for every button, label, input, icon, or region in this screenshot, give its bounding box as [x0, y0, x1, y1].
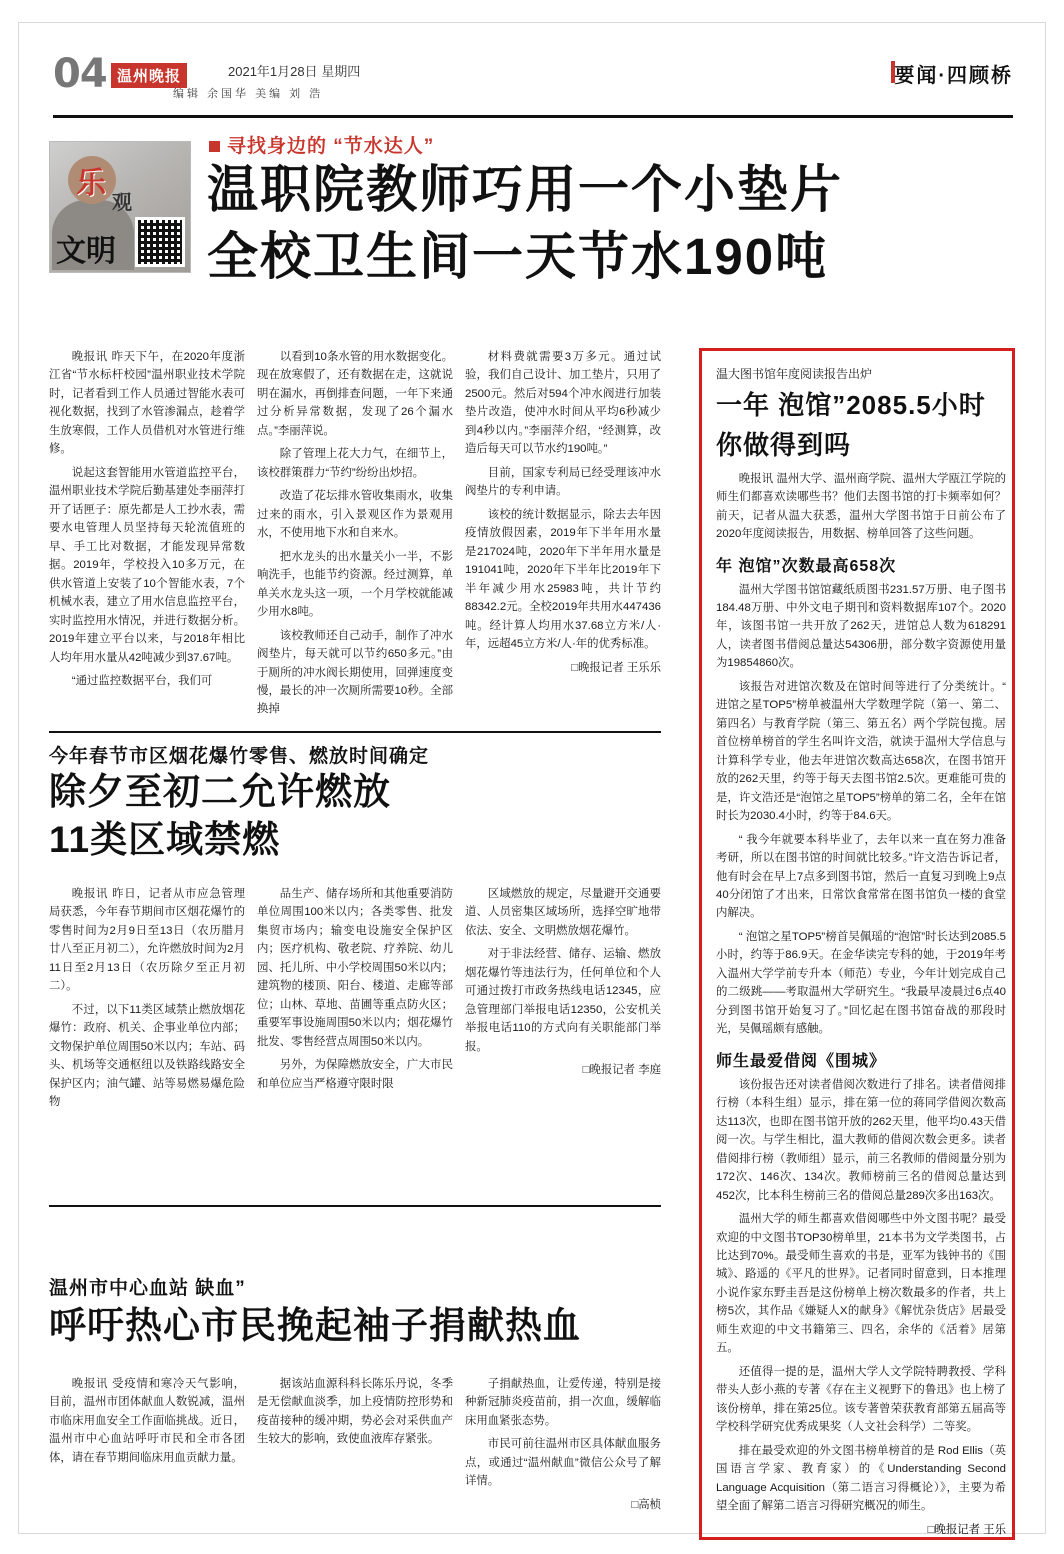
highlight-subhead-2: 师生最爱借阅《围城》	[716, 1052, 887, 1070]
masthead	[53, 51, 1013, 111]
lead-column-2: 以看到10条水管的用水数据变化。现在放寒假了，还有数据在走，这就说明在漏水，再倒排查问题，一年下来通过分析异常数据，发现了26个漏水点。”李丽萍说。 除了管理上花大力气，在细节上，该校群策群力“节约”纷纷出炒招。 改造了花坛排水管收集雨水，收集过来的雨水，引入景观区作为景观用水，不使用地下水和自来水。 把水龙头的出水量关小一半，不影响洗手，也能节约资源。经过测算，单单关水龙头这一项，一个月学校就能减少用水8吨。 该校教师还自己动手，制作了冲水阀垫片，每天就可以节约650多元。”由于厕所的冲水阀长期使用，回弹速度变慢，最长的冲一次厕所需要10秒。全部换掉	[257, 351, 453, 716]
story2-kicker: 今年春节市区烟花爆竹零售、燃放时间确定	[49, 746, 430, 767]
story3-divider	[49, 1205, 661, 1207]
story2-column-3: 区域燃放的规定，尽量避开交通要道、人员密集区域场所，选择空旷地带依法、安全、文明燃放烟花爆竹。 对于非法经营、储存、运输、燃放烟花爆竹等违法行为，任何单位和个人可通过拨打市政务热线电话12345，应急管理部门举报电话12350，公安机关举报电话110的方式向有关职能部门举报。 □晚报记者 李庭	[465, 888, 661, 1077]
highlighted-article	[716, 365, 1006, 1537]
masthead-divider	[53, 115, 1013, 118]
story2-column-1: 晚报讯 昨日，记者从市应急管理局获悉，今年春节期间市区烟花爆竹的零售时间为2月9日至13日（农历腊月廿八至正月初二），允许燃放时间为2月11日至2月13日（农历除夕至正月初二）。 不过，以下11类区域禁止燃放烟花爆竹：政府、机关、企事业单位内部；文物保护单位周围50米以内；车站、码头、机场等交通枢纽以及铁路线路安全保护区内；油气罐、站等易燃易爆危险物	[49, 888, 245, 1109]
story2-divider	[49, 731, 661, 733]
story3-kicker: 温州市中心血站 缺血”	[49, 1278, 246, 1299]
story2-headline-line1: 除夕至初二允许燃放	[49, 771, 391, 812]
issue-date: 2021年1月28日 星期四	[228, 64, 361, 79]
highlight-subhead-1: 年 泡馆”次数最高658次	[716, 557, 897, 575]
lead-headline-line1: 温职院教师巧用一个小垫片	[207, 161, 844, 218]
paper-logo: 温州晚报	[111, 63, 187, 88]
column-logo-badge	[49, 141, 191, 273]
lead-column-1: 晚报讯 昨天下午，在2020年度浙江省“节水标杆校园”温州职业技术学院时，记者看到工作人员通过智能水表可视化数据，找到了水管渗漏点，趁着学生放寒假，工作人员借机对水管进行维修。 说起这套智能用水管道监控平台，温州职业技术学院后勤基建处李丽萍打开了话匣子：原先都是人工抄水表，需要水电管理人员坚持每天轮流值班的早、手工比对数据，才能发现异常数据。2019年，学校投入10多万元，在供水管道上安装了10个智能水表，7个机械水表，建立了用水信息监控平台，实时监控用水情况，并进行数据分析。2019年建立平台以来，与2018年相比人均年用水量从42吨减少到37.67吨。 “通过监控数据平台，我们可	[49, 351, 245, 687]
lead-kicker-text: 寻找身边的 “节水达人”	[227, 136, 435, 157]
highlight-lead: 温大图书馆年度阅读报告出炉	[716, 367, 873, 381]
section-title: 要闻·四顾桥	[894, 65, 1013, 87]
lead-headline-line2: 全校卫生间一天节水190吨	[207, 228, 829, 285]
highlight-body-2: 该份报告还对读者借阅次数进行了排名。读者借阅排行榜（本科生组）显示，排在第一位的蒋同学借阅次数高达113次，也即在图书馆开放的262天里，他平均0.43天借阅一次。与学生相比，温大教师的借阅次数会更多。读者借阅排行榜（教师组）显示，前三名教师的借阅量分别为172次、146次、134次。教师榜前三名的借阅总量达到452次，比本科生榜前三名的借阅总量289次多出163次。 温州大学的师生都喜欢借阅哪些中外文图书呢？最受欢迎的中文图书TOP30榜单里，21本书为文学类图书，占比达到70%。最受师生喜欢的书是，亚军为钱钟书的《围城》、路遥的《平凡的世界》。记者同时留意到，日本推理小说作家东野圭吾是这份榜单上榜次数最多的作者，共上榜5次，其作品《嫌疑人X的献身》《解忧杂货店》居最受师生欢迎的中文书籍第三、四名，余华的《活着》居第五。 还值得一提的是，温州大学人文学院特聘教授、学科带头人彭小燕的专著《存在主义视野下的鲁迅》也上榜了该份榜单，排在第25位。该专著曾荣获教育部第五届高等学校科学研究优秀成果奖（人文社会科学）二等奖。 排在最受欢迎的外文图书榜单榜首的是 Rod Ellis（英国语言学家、教育家）的《Understanding Second Language Acquisition（第二语言习得概论）》，主要为希望全面了解第二语言习得研究概况的师生。	[716, 1078, 1006, 1513]
lead-kicker	[209, 131, 434, 158]
story2-column-2: 品生产、储存场所和其他重要消防单位周围100米以内；各类零售、批发集贸市场内；输变电设施安全保护区内；医疗机构、敬老院、疗养院、幼儿园、托儿所、中小学校周围50米以内；建筑物的楼顶、阳台、楼道、走廊等部位；山林、草地、苗圃等重点防火区；重要军事设施周围50米以内；烟花爆竹批发、零售经营点周围50米以内。 另外，为保障燃放安全，广大市民和单位应当严格遵守限时限	[257, 888, 453, 1090]
story3-headline: 呼吁热心市民挽起袖子捐献热血	[49, 1305, 581, 1346]
lead-column-3: 材料费就需要3万多元。通过试验，我们自己设计、加工垫片，只用了2500元。然后对594个冲水阀进行加装垫片改造，使冲水时间从平均6秒减少到4秒以内。”李丽萍介绍，“经测算，改造后每天可以节水约190吨。” 目前，国家专利局已经受理该冲水阀垫片的专利申请。 该校的统计数据显示，除去去年因疫情放假因素，2019年下半年用水量是217024吨，2020年下半年用水量是191041吨，2020年下半年比2019年下半年减少用水25983吨，共计节约88342.2元。全校2019年共用水447436吨。经计算人均用水37.68立方米/人·年，远超45立方米/人·年的优秀标准。 □晚报记者 王乐乐	[465, 351, 661, 674]
highlighted-article-box	[699, 348, 1015, 1540]
story2-headline-line2: 11类区域禁燃	[49, 819, 281, 860]
badge-text-guan: 观	[112, 192, 132, 214]
story3-column-3: 子捐献热血，让爱传递，特别是接种新冠肺炎疫苗前，捐一次血，缓解临床用血紧张态势。 市民可前往温州市区具体献血服务点，或通过“温州献血”微信公众号了解详情。 □高桢	[465, 1378, 661, 1511]
qr-code-icon	[135, 217, 185, 267]
story3-column-1: 晚报讯 受疫情和寒冷天气影响，目前，温州市团体献血人数锐减，温州市临床用血安全工作面临挑战。近日，温州市中心血站呼吁市民和全市各团体，请在春节期间临床用血贡献力量。	[49, 1378, 245, 1464]
highlight-intro: 晚报讯 温州大学、温州商学院、温州大学瓯江学院的师生们都喜欢读哪些书？他们去图书馆的打卡频率如何？前天，记者从温大获悉，温州大学图书馆于日前公布了2020年度阅读报告，用数据、榜单回答了这些问题。	[716, 472, 1006, 541]
editors-line: 编辑 余国华 美编 刘 浩	[173, 88, 324, 100]
badge-text-le: 乐	[76, 167, 106, 200]
page-number: 04	[53, 51, 107, 97]
page-sheet	[18, 22, 1046, 1534]
highlight-body-1: 温州大学图书馆馆藏纸质图书231.57万册、电子图书184.48万册、中外文电子期刊和资料数据库107个。2020年，该图书馆一共开放了262天，进馆总人数为618291人，读者图书借阅总量达54306册，部分数字资源使用量为19854860次。 该报告对进馆次数及在馆时间等进行了分类统计。“ 进馆之星TOP5”榜单被温州大学数理学院（第一、第二、第四名）与教育学院（第三、第五名）两个学院包揽。居首位榜单榜首的学生名叫许文浩，就读于温州大学信息与计算科学专业，他去年进馆次数高达658次，在图书馆开放的262天里，约等于每天去图书馆2.5次。更难能可贵的是，许文浩还是“泡馆之星TOP5”榜单的第二名，全年在馆时长为2030.4小时，约等于84.6天。 “ 我今年就要本科毕业了，去年以来一直在努力准备考研，所以在图书馆的时间就比较多。”许文浩告诉记者，他有时会在早上7点多到图书馆，然后一直复习到晚上9点40分闭馆了才出来，日常饮食常常在图书馆负一楼的食堂内解决。 “ 泡馆之星TOP5”榜首吴佩瑶的“泡馆”时长达到2085.5小时，约等于86.9天。在金华读完专科的她，于2019年考入温州大学学前专升本（师范）专业，今年计划完成自己的二级跳——考取温州大学研究生。“我最早凌晨过6点40分到图书馆开始复习了。”回忆起在图书馆奋战的那段时光，吴佩瑶颇有感触。	[716, 583, 1006, 1036]
highlight-title-line1: 一年 泡馆”2085.5小时	[716, 390, 986, 421]
highlight-byline: □晚报记者 王乐	[927, 1523, 1006, 1536]
square-bullet-icon	[209, 141, 220, 152]
badge-text-wen: 文明	[56, 235, 116, 268]
story3-column-2: 据该站血源科科长陈乐丹说，冬季是无偿献血淡季，加上疫情防控形势和疫苗接种的缓冲期，势必会对采供血产生较大的影响，致使血液库存紧张。	[257, 1378, 453, 1446]
highlight-title-line2: 你做得到吗	[716, 429, 852, 460]
